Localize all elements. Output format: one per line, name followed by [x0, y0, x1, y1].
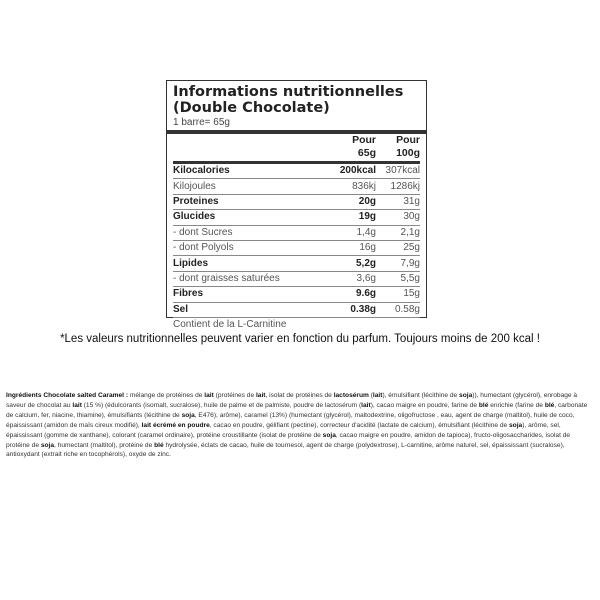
column-header-row — [173, 134, 420, 147]
value-per-100g: 25g — [376, 240, 420, 255]
value-per-65g: 19g — [324, 210, 376, 225]
value-per-65g — [324, 317, 376, 332]
nutrition-disclaimer: *Les valeurs nutritionnelles peuvent varier en fonction du parfum. Toujours moins de 200 kcal ! — [60, 333, 540, 345]
value-per-100g: 30g — [376, 210, 420, 225]
ingredient-text: hydrolysée, éclats de cacao, huile de tournesol, agent de charge (polydextrose), L-carnitine, arôme naturel, sel, épaississant (sucralose), antioxydant (extrait riche en tocophérols), oxyde de zinc. — [6, 441, 565, 459]
nutrition-row — [173, 256, 420, 271]
nutrition-row — [173, 194, 420, 209]
nutrition-row — [173, 163, 420, 179]
nutrition-title-line2: (Double Chocolate) — [173, 100, 330, 116]
value-per-65g: 836kj — [324, 179, 376, 194]
ingredient-text: , isolat de protéines de — [265, 392, 334, 399]
column-header-row-2 — [173, 147, 420, 163]
ingredient-text: , E476), arôme), caramel (13%) (humectant (glycérol), maltodextrine, oligofructose , eau, agent de charge (maltitol), huile de coco, épaississant (amidon de maïs cireux modifié), — [6, 411, 575, 429]
value-per-65g: 16g — [324, 240, 376, 255]
allergen: lait écrémé en poudre — [141, 421, 210, 429]
nutrient-label: Sel — [173, 302, 324, 317]
nutrient-label: - dont graisses saturées — [173, 271, 324, 286]
nutrition-facts-panel — [166, 80, 427, 331]
nutrition-row — [173, 287, 420, 302]
nutrition-row — [173, 179, 420, 194]
allergen: blé — [154, 441, 164, 449]
value-per-100g: 2,1g — [376, 225, 420, 240]
allergen: lait — [361, 401, 371, 409]
nutrition-row — [173, 210, 420, 225]
value-per-100g: 31g — [376, 194, 420, 209]
ingredient-text: , humectant (maltitol), protéine de — [54, 441, 155, 449]
allergen: soja — [459, 392, 473, 399]
nutrient-label: - dont Sucres — [173, 225, 324, 240]
ingredient-text: ( — [368, 392, 373, 399]
nutrition-row — [173, 302, 420, 317]
ingredient-text: , cacao maigre en poudre, amidon de tapioca), fructo-oligosaccharides, isolat de protéine de — [6, 431, 571, 449]
value-per-100g: 5,5g — [376, 271, 420, 286]
nutrient-label: Kilocalories — [173, 163, 324, 179]
allergen: lait — [372, 392, 383, 399]
nutrition-title-line1: Informations nutritionnelles — [173, 84, 404, 100]
value-per-100g — [376, 317, 420, 332]
allergen: lait — [204, 392, 214, 399]
allergen: blé — [544, 401, 555, 409]
value-per-65g: 1,4g — [324, 225, 376, 240]
ingredient-text: ), cacao maigre en poudre, farine de — [370, 401, 479, 409]
allergen: lait — [72, 401, 82, 409]
nutrition-row — [173, 317, 420, 332]
value-per-65g: 3,6g — [324, 271, 376, 286]
ingredient-text: , carbonate de calcium, fer, niacine, thiamine), émulsifiants (lécithine de — [6, 401, 588, 419]
nutrient-label: Glucides — [173, 210, 324, 225]
value-per-100g: 15g — [376, 287, 420, 302]
nutrient-label: Proteines — [173, 194, 324, 209]
nutrient-label: Contient de la L-Carnitine — [173, 319, 287, 331]
value-per-65g: 9.6g — [324, 287, 376, 302]
ingredient-text: )), humectant (glycérol), enrobage à saveur de chocolat au — [6, 392, 578, 409]
col-65g-header-line1: Pour — [352, 134, 376, 146]
nutrient-label: Kilojoules — [173, 179, 324, 194]
serving-size: 1 barre= 65g — [173, 117, 230, 128]
nutrition-row — [173, 271, 420, 286]
ingredient-text: (15 %) (édulcorants (isomalt, sucralose), huile de palme et de palmiste, poudre de lactosérum ( — [81, 401, 362, 409]
ingredient-text: ), arôme, sel, épaississant (gomme de xanthane), colorant (caramel ordinaire), protéine croustillante (isolat de protéine de — [6, 421, 561, 439]
value-per-65g: 5,2g — [324, 256, 376, 271]
col-100g-header-line1: Pour — [396, 134, 420, 146]
allergen: lactosérum — [333, 392, 369, 399]
ingredient-text: (protéines de — [213, 392, 256, 399]
ingredient-text: mélange de protéines de — [128, 392, 205, 399]
nutrient-label: Fibres — [173, 287, 324, 302]
value-per-65g: 200kcal — [324, 163, 376, 179]
nutrition-table — [173, 134, 420, 332]
col-100g-header-line2: 100g — [376, 147, 420, 163]
ingredients-heading: Ingrédients Chocolate salted Caramel : — [6, 392, 129, 399]
ingredient-text: enrichie (farine de — [488, 401, 545, 409]
allergen: soja — [322, 431, 336, 439]
nutrient-label: Lipides — [173, 256, 324, 271]
ingredients-text — [6, 391, 594, 460]
allergen: soja — [40, 441, 55, 449]
allergen: blé — [478, 401, 489, 409]
nutrient-label: - dont Polyols — [173, 240, 324, 255]
value-per-100g: 0.58g — [376, 302, 420, 317]
ingredients-list — [6, 392, 587, 458]
allergen: soja — [509, 421, 523, 429]
value-per-100g: 7,9g — [376, 256, 420, 271]
nutrition-row — [173, 225, 420, 240]
ingredient-text: , cacao en poudre, gélifiant (pectine), correcteur d'acidité (lactate de calcium), émulsifiant (lécithine de — [209, 421, 509, 429]
value-per-100g: 307kcal — [376, 163, 420, 179]
col-65g-header-line2: 65g — [324, 147, 376, 163]
value-per-65g: 0.38g — [324, 302, 376, 317]
value-per-65g: 20g — [324, 194, 376, 209]
nutrition-row — [173, 240, 420, 255]
ingredient-text: ), émulsifiant (lécithine de — [382, 392, 460, 399]
allergen: soja — [181, 411, 195, 419]
allergen: lait — [255, 392, 266, 399]
value-per-100g: 1286kj — [376, 179, 420, 194]
